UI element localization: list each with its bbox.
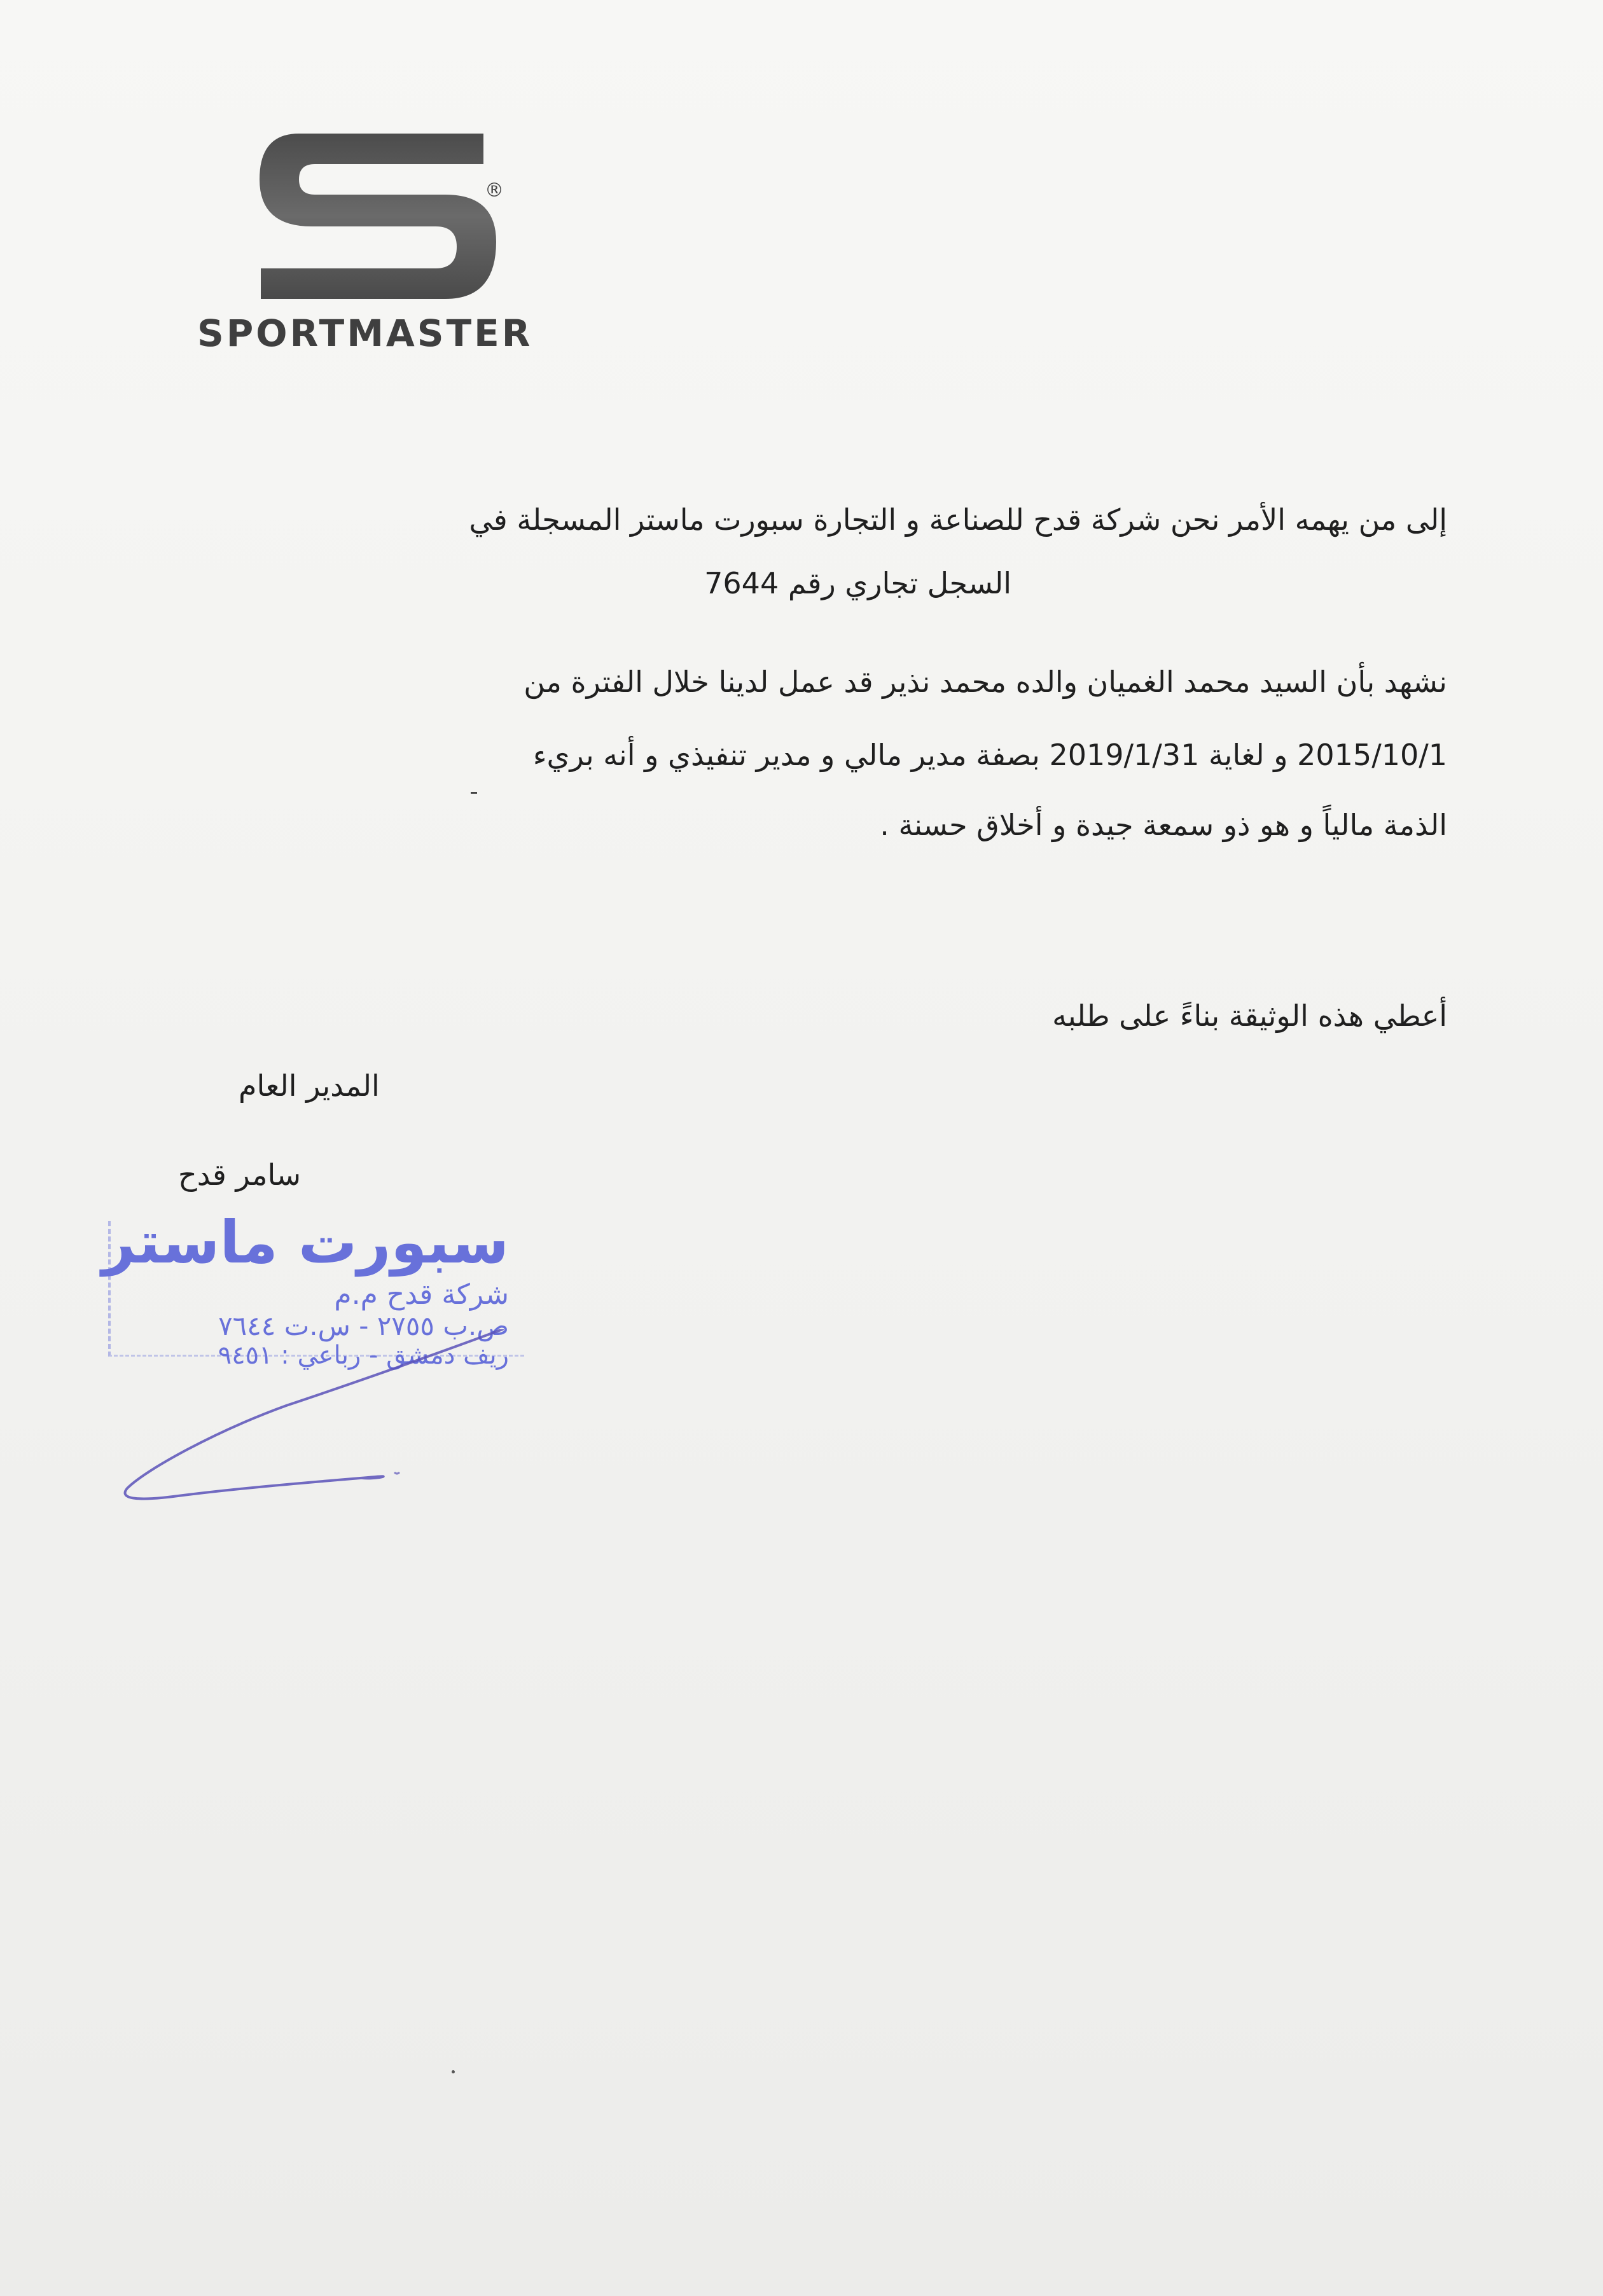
scan-speck xyxy=(452,2070,455,2073)
closing-line: أعطي هذه الوثيقة بناءً على طلبه xyxy=(1052,999,1447,1033)
sportmaster-s-mark xyxy=(254,134,496,299)
sportmaster-logo xyxy=(191,121,572,375)
registered-trademark: ® xyxy=(485,179,504,202)
body-line-1: نشهد بأن السيد محمد الغميان والده محمد نذير قد عمل لدينا خلال الفترة من xyxy=(524,665,1447,699)
intro-line-2: السجل تجاري رقم 7644 xyxy=(704,566,1011,600)
stamp-company-legal: شركة قدح م.م xyxy=(334,1278,509,1311)
stamp-po-box: ص.ب ٢٧٥٥ - س.ت ٧٦٤٤ xyxy=(218,1310,509,1341)
body-line-2: 2015/10/1 و لغاية 2019/1/31 بصفة مدير مالي و مدير تنفيذي و أنه بريء xyxy=(532,738,1447,772)
intro-line-1: إلى من يهمه الأمر نحن شركة قدح للصناعة و التجارة سبورت ماستر المسجلة في xyxy=(469,502,1447,537)
handwritten-signature xyxy=(121,1329,515,1514)
body-line-3: الذمة مالياً و هو ذو سمعة جيدة و أخلاق حسنة . xyxy=(880,808,1447,842)
stamp-address: ريف دمشق - رباعي : ٩٤٥١ xyxy=(218,1341,509,1370)
signatory-title: المدير العام xyxy=(239,1068,380,1103)
signatory-name: سامر قدح xyxy=(178,1158,302,1192)
scan-speck xyxy=(471,792,477,794)
brand-wordmark: SPORTMASTER xyxy=(197,312,533,355)
stamp-company-name: سبورت ماستر xyxy=(102,1208,509,1276)
